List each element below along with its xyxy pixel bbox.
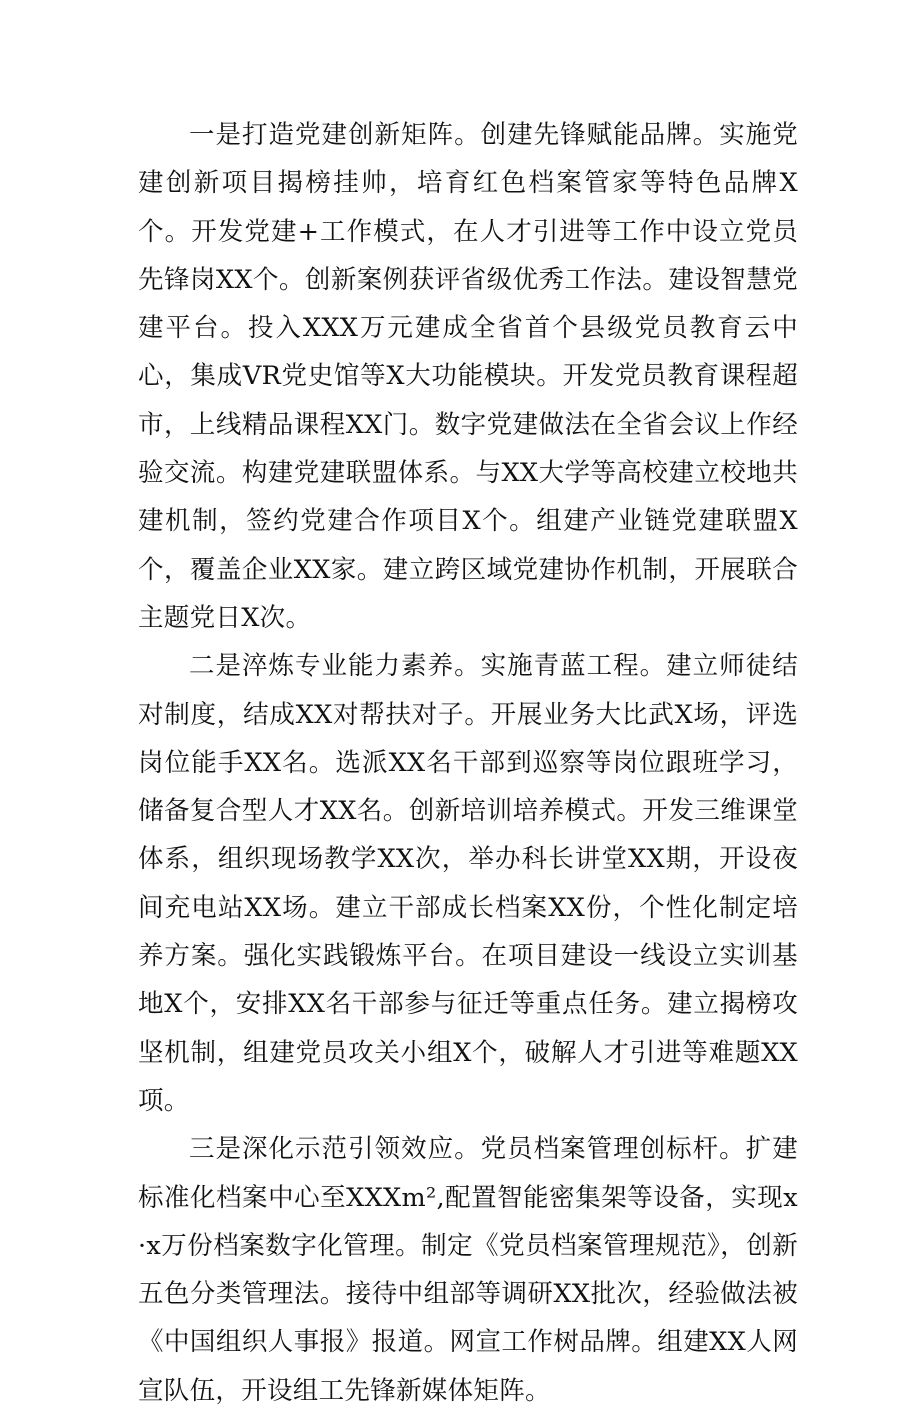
paragraph-professional-skills: 二是淬炼专业能力素养。实施青蓝工程。建立师徒结对制度，结成XX对帮扶对子。开展业务大比武X场，评选岗位能手XX名。选派XX名干部到巡察等岗位跟班学习，储备复合型人才XX名。创新培训培养模式。开发三维课堂体系，组织现场教学XX次，举办科长讲堂XX期，开设夜间充电站XX场。建立干部成长档案XX份，个性化制定培养方案。强化实践锻炼平台。在项目建设一线设立实训基地X个，安排XX名干部参与征迁等重点任务。建立揭榜攻坚机制，组建党员攻关小组X个，破解人才引进等难题XX项。 [138,651,798,1116]
paragraph-party-building: 一是打造党建创新矩阵。创建先锋赋能品牌。实施党建创新项目揭榜挂帅，培育红色档案管家等特色品牌X个。开发党建+工作模式，在人才引进等工作中设立党员先锋岗XX个。创新案例获评省级优秀工作法。建设智慧党建平台。投入XXX万元建成全省首个县级党员教育云中心，集成VR党史馆等X大功能模块。开发党员教育课程超市，上线精品课程XX门。数字党建做法在全省会议上作经验交流。构建党建联盟体系。与XX大学等高校建立校地共建机制，签约党建合作项目X个。组建产业链党建联盟X个，覆盖企业XX家。建立跨区域党建协作机制，开展联合主题党日X次。 [138,120,798,633]
paragraph-demonstration: 三是深化示范引领效应。党员档案管理创标杆。扩建标准化档案中心至XXXm²,配置智能密集架等设备，实现x·x万份档案数字化管理。制定《党员档案管理规范》，创新五色分类管理法。接待中组部等调研XX批次，经验做法被《中国组织人事报》报道。网宣工作树品牌。组建XX人网宣队伍，开设组工先锋新媒体矩阵。 [138,1134,798,1406]
document-body [138,111,798,1415]
